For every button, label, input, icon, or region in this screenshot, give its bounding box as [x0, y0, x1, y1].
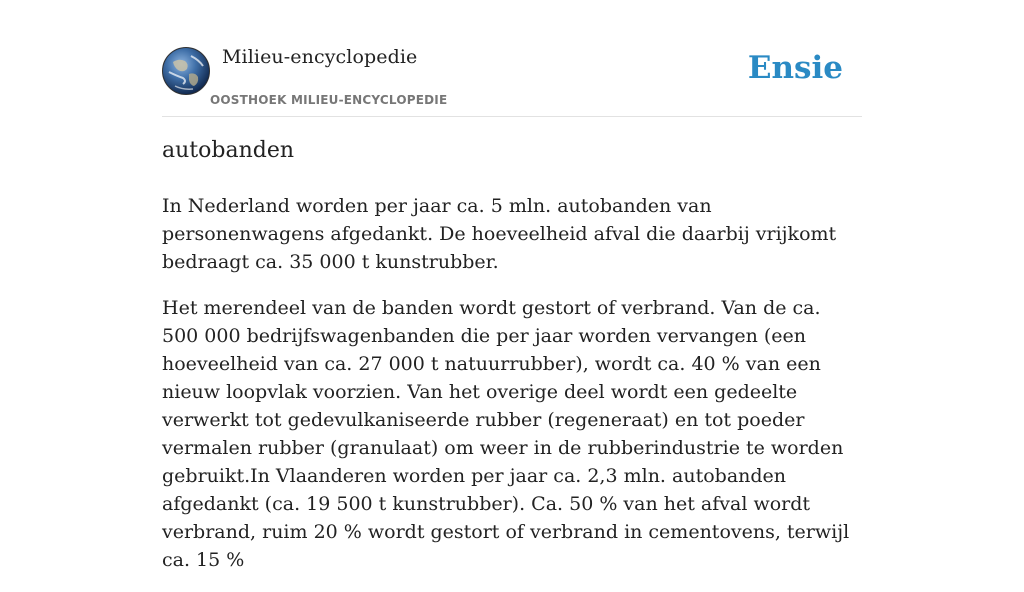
brand-logo[interactable]: Ensie — [747, 50, 843, 86]
site-title[interactable]: Milieu-encyclopedie — [222, 46, 418, 68]
page-title: autobanden — [162, 138, 295, 163]
earth-globe-icon[interactable] — [162, 47, 210, 95]
site-header — [162, 46, 862, 117]
article-paragraph: In Nederland worden per jaar ca. 5 mln. autobanden van personenwagens afgedankt. De hoeveelheid afval die daarbij vrijkomt bedraagt ca. 35 000 t kunstrubber. — [162, 195, 837, 273]
site-subtitle[interactable]: OOSTHOEK MILIEU-ENCYCLOPEDIE — [210, 93, 448, 107]
article-paragraph: Het merendeel van de banden wordt gestort of verbrand. Van de ca. 500 000 bedrijfswagenbanden die per jaar worden vervangen (een hoeveelheid van ca. 27 000 t natuurrubber), wordt ca. 40 % van een nieuw loopvlak voorzien. Van het overige deel wordt een gedeelte verwerkt tot gedevulkaniseerde rubber (regeneraat) en tot poeder vermalen rubber (granulaat) om weer in de rubberindustrie te worden gebruikt.In Vlaanderen worden per jaar ca. 2,3 mln. autobanden afgedankt (ca. 19 500 t kunstrubber). Ca. 50 % van het afval wordt verbrand, ruim 20 % wordt gestort of verbrand in cementovens, terwijl ca. 15 % — [162, 297, 850, 571]
article-body — [162, 192, 862, 592]
